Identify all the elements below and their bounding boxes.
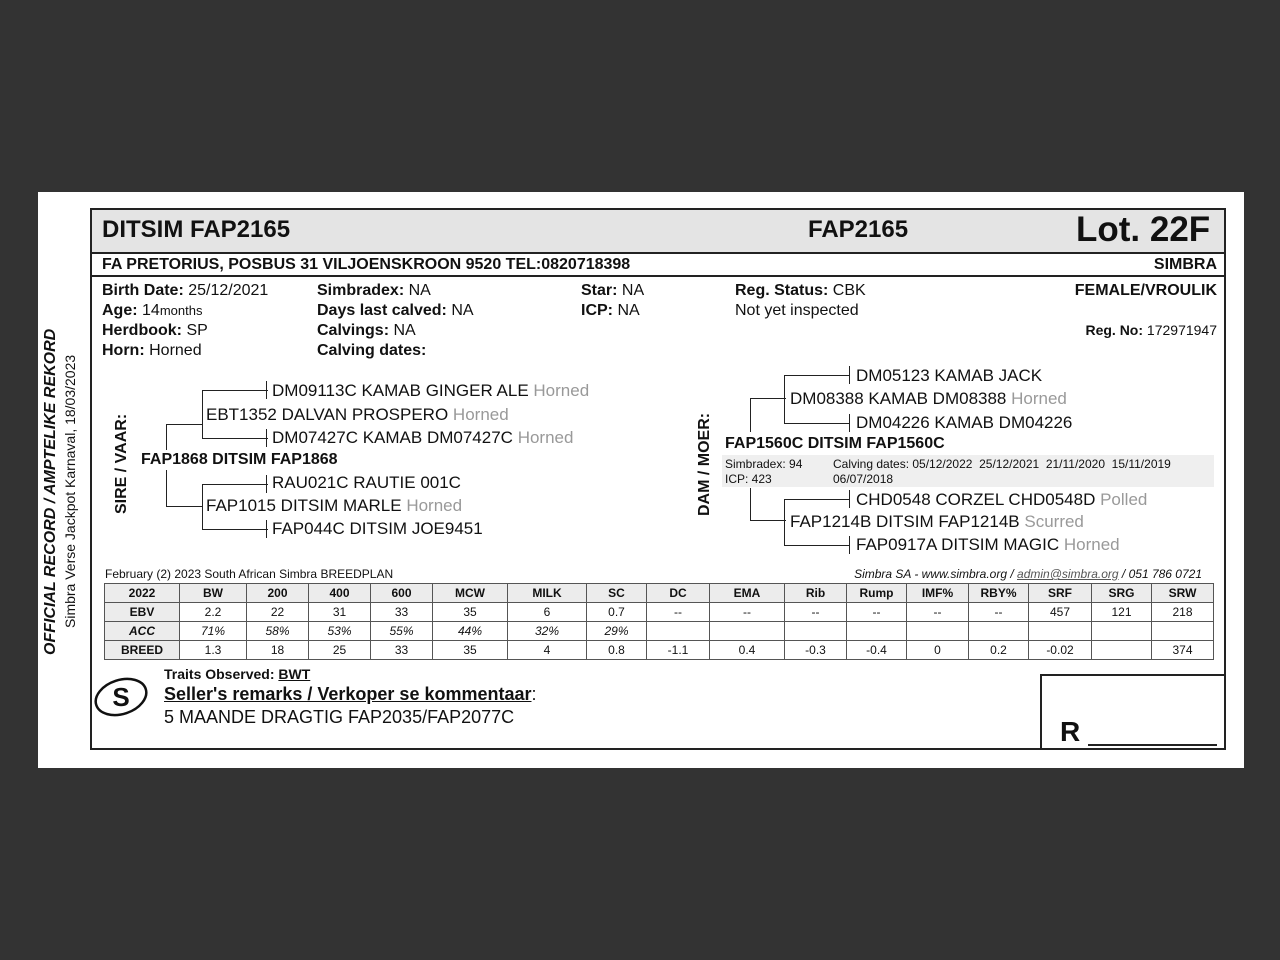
ebv-cell: IMF% bbox=[907, 584, 969, 603]
ebv-cell: 121 bbox=[1092, 603, 1152, 622]
dd-horn: Scurred bbox=[1024, 512, 1084, 531]
ebv-cell: ACC bbox=[105, 622, 180, 641]
ebv-cell: DC bbox=[647, 584, 710, 603]
age-value: 14 bbox=[142, 302, 160, 319]
ebv-cell bbox=[710, 622, 785, 641]
ebv-cell: 1.3 bbox=[180, 641, 247, 660]
breed-label: SIMBRA bbox=[1153, 256, 1217, 273]
ebv-cell: -- bbox=[907, 603, 969, 622]
reg-status-value: CBK bbox=[832, 282, 866, 299]
birth-date-value: 25/12/2021 bbox=[188, 282, 269, 299]
ebv-cell: 31 bbox=[309, 603, 371, 622]
ebv-cell: -- bbox=[710, 603, 785, 622]
reg-status bbox=[735, 282, 866, 300]
ebv-cell: 44% bbox=[433, 622, 508, 641]
ebv-cell: 2.2 bbox=[180, 603, 247, 622]
dam-dam-sire bbox=[856, 490, 1147, 510]
sire-sire-sire bbox=[272, 381, 589, 401]
ebv-cell: 35 bbox=[433, 603, 508, 622]
dd-bracket bbox=[784, 499, 785, 545]
dsd-name: DM04226 KAMAB DM04226 bbox=[856, 413, 1073, 432]
reg-no bbox=[1085, 322, 1217, 338]
ebv-cell bbox=[1152, 622, 1214, 641]
ds-bracket-top bbox=[784, 375, 850, 376]
seller-remarks-text: 5 MAANDE DRAGTIG FAP2035/FAP2077C bbox=[164, 707, 515, 727]
remarks-colon: : bbox=[531, 684, 537, 704]
ebv-cell: SRW bbox=[1152, 584, 1214, 603]
ebv-row-breed bbox=[105, 641, 1214, 660]
ebv-header-row bbox=[105, 584, 1214, 603]
ebv-cell bbox=[1029, 622, 1092, 641]
ebv-cell: -- bbox=[647, 603, 710, 622]
horn-label: Horn: bbox=[102, 342, 145, 359]
icp-label: ICP: bbox=[581, 302, 613, 319]
ebv-cell: -- bbox=[785, 603, 847, 622]
ebv-cell: SRG bbox=[1092, 584, 1152, 603]
sd-bracket-bottom bbox=[202, 529, 268, 530]
simbradex-label: Simbradex: bbox=[317, 282, 405, 299]
ebv-cell: 600 bbox=[371, 584, 433, 603]
owner-address: FA PRETORIUS, POSBUS 31 VILJOENSKROON 9520 TEL:0820718398 bbox=[102, 256, 631, 273]
sds-tick bbox=[266, 475, 267, 493]
dam-connector-top-h bbox=[750, 398, 786, 399]
icp bbox=[581, 302, 640, 320]
simbradex bbox=[317, 282, 431, 300]
ebv-cell: -1.1 bbox=[647, 641, 710, 660]
sale-name-label: Simbra Verse Jackpot Karnaval, 18/03/2023 bbox=[62, 354, 78, 628]
lot-number: Lot. 22F bbox=[1076, 210, 1211, 249]
dam-calving-dates-2: 06/07/2018 bbox=[833, 472, 894, 486]
ebv-cell bbox=[647, 622, 710, 641]
sire-dam-dam bbox=[272, 519, 483, 539]
ebv-cell: 29% bbox=[587, 622, 647, 641]
ebv-cell: -0.02 bbox=[1029, 641, 1092, 660]
ds-horn: Horned bbox=[1011, 389, 1067, 408]
ebv-cell: 0.8 bbox=[587, 641, 647, 660]
dd-name: FAP1214B DITSIM FAP1214B bbox=[790, 512, 1020, 531]
ebv-cell: MCW bbox=[433, 584, 508, 603]
ds-name: DM08388 KAMAB DM08388 bbox=[790, 389, 1007, 408]
ebv-cell bbox=[969, 622, 1029, 641]
sdd-name: FAP044C DITSIM JOE9451 bbox=[272, 519, 483, 538]
ebv-cell: 53% bbox=[309, 622, 371, 641]
ebv-cell bbox=[1092, 641, 1152, 660]
ebv-cell: 374 bbox=[1152, 641, 1214, 660]
ss-bracket bbox=[202, 390, 203, 438]
sire-connector-bottom-h bbox=[166, 506, 202, 507]
ebv-cell: 0.4 bbox=[710, 641, 785, 660]
horn-value: Horned bbox=[149, 342, 202, 359]
traits-label: Traits Observed: bbox=[164, 666, 275, 682]
ebv-cell: BW bbox=[180, 584, 247, 603]
ebv-cell: 4 bbox=[508, 641, 587, 660]
ssd-tick bbox=[266, 429, 267, 447]
ebv-cell: 218 bbox=[1152, 603, 1214, 622]
simbradex-value: NA bbox=[408, 282, 431, 299]
star-value: NA bbox=[621, 282, 645, 299]
sire-dam-sire bbox=[272, 473, 461, 493]
ebv-cell: 22 bbox=[247, 603, 309, 622]
seller-remarks-heading bbox=[164, 684, 537, 705]
dam-calving-dates: Calving dates: 05/12/2022 25/12/2021 21/11/2020 15/11/2019 bbox=[833, 457, 1171, 471]
dss-name: DM05123 KAMAB JACK bbox=[856, 366, 1043, 385]
star bbox=[581, 282, 644, 300]
ebv-cell: -0.3 bbox=[785, 641, 847, 660]
traits-observed bbox=[164, 666, 310, 682]
age bbox=[102, 302, 202, 320]
breedplan-source: February (2) 2023 South African Simbra BREEDPLAN bbox=[105, 567, 394, 581]
herdbook-value: SP bbox=[186, 322, 208, 339]
icp-value: NA bbox=[617, 302, 640, 319]
birth-date bbox=[102, 282, 268, 300]
ebv-cell: 58% bbox=[247, 622, 309, 641]
ebv-cell: 71% bbox=[180, 622, 247, 641]
calvings-label: Calvings: bbox=[317, 322, 390, 339]
ss-bracket-top bbox=[202, 390, 268, 391]
sss-name: DM09113C KAMAB GINGER ALE bbox=[272, 381, 529, 400]
dd-bracket-top bbox=[784, 499, 850, 500]
animal-name: DITSIM FAP2165 bbox=[102, 216, 291, 243]
ebv-cell: 400 bbox=[309, 584, 371, 603]
contact-email-link[interactable]: admin@simbra.org bbox=[1017, 567, 1119, 581]
ebv-cell bbox=[907, 622, 969, 641]
ebv-table bbox=[104, 583, 1214, 660]
ebv-cell: 25 bbox=[309, 641, 371, 660]
ebv-cell: 33 bbox=[371, 641, 433, 660]
ebv-cell bbox=[1092, 622, 1152, 641]
sex-label: FEMALE/VROULIK bbox=[1074, 282, 1217, 299]
contact-suffix: / 051 786 0721 bbox=[1121, 567, 1202, 581]
breedplan-contact bbox=[854, 567, 1202, 581]
dam-connector-bottom bbox=[750, 488, 751, 520]
simbra-logo-icon bbox=[92, 676, 150, 718]
ebv-cell: 200 bbox=[247, 584, 309, 603]
calvings-value: NA bbox=[393, 322, 416, 339]
ebv-cell: 0.7 bbox=[587, 603, 647, 622]
dam-connector-bottom-h bbox=[750, 520, 786, 521]
age-label: Age: bbox=[102, 302, 138, 319]
ebv-cell: 457 bbox=[1029, 603, 1092, 622]
sire-connector-top-h bbox=[166, 424, 202, 425]
inspection-status: Not yet inspected bbox=[735, 302, 859, 319]
herdbook-label: Herdbook: bbox=[102, 322, 182, 339]
ebv-cell: 0.2 bbox=[969, 641, 1029, 660]
dd-bracket-bottom bbox=[784, 545, 850, 546]
ebv-cell: 33 bbox=[371, 603, 433, 622]
sd-bracket-top bbox=[202, 484, 268, 485]
sds-name: RAU021C RAUTIE 001C bbox=[272, 473, 461, 492]
star-label: Star: bbox=[581, 282, 618, 299]
official-record-label: OFFICIAL RECORD / AMPTELIKE REKORD bbox=[42, 328, 59, 655]
sire-sire bbox=[206, 405, 509, 425]
price-underline[interactable] bbox=[1088, 744, 1217, 746]
ebv-cell bbox=[785, 622, 847, 641]
dsd-tick bbox=[849, 414, 850, 432]
ebv-cell: -0.4 bbox=[847, 641, 907, 660]
ds-bracket bbox=[784, 375, 785, 423]
sire-sire-dam bbox=[272, 428, 573, 448]
sd-horn: Horned bbox=[406, 496, 463, 515]
traits-value: BWT bbox=[278, 666, 311, 682]
ebv-cell: 55% bbox=[371, 622, 433, 641]
birth-date-label: Birth Date: bbox=[102, 282, 184, 299]
animal-id: FAP2165 bbox=[808, 216, 909, 243]
sire-connector-top bbox=[166, 424, 167, 450]
sd-bracket bbox=[202, 484, 203, 529]
sire-dam bbox=[206, 496, 462, 516]
dds-tick bbox=[849, 490, 850, 508]
days-last-calved bbox=[317, 302, 474, 320]
dam-icp: ICP: 423 bbox=[725, 472, 772, 486]
ebv-cell: 2022 bbox=[105, 584, 180, 603]
ebv-cell: 6 bbox=[508, 603, 587, 622]
ddd-horn: Horned bbox=[1063, 535, 1120, 554]
dds-name: CHD0548 CORZEL CHD0548D bbox=[856, 490, 1096, 509]
ebv-cell: Rump bbox=[847, 584, 907, 603]
ebv-cell: -- bbox=[969, 603, 1029, 622]
ebv-row-ebv bbox=[105, 603, 1214, 622]
ss-name: EBT1352 DALVAN PROSPERO bbox=[206, 405, 449, 424]
ssd-horn: Horned bbox=[517, 428, 574, 447]
dam-sire-sire bbox=[856, 366, 1042, 386]
sire-connector-bottom bbox=[166, 470, 167, 506]
ebv-cell: Rib bbox=[785, 584, 847, 603]
ssd-name: DM07427C KAMAB DM07427C bbox=[272, 428, 513, 447]
price-label: R bbox=[1060, 716, 1081, 747]
sss-tick bbox=[266, 381, 267, 399]
ebv-cell: EBV bbox=[105, 603, 180, 622]
ebv-cell: BREED bbox=[105, 641, 180, 660]
days-last-calved-label: Days last calved: bbox=[317, 302, 447, 319]
ebv-cell: EMA bbox=[710, 584, 785, 603]
reg-no-value: 172971947 bbox=[1146, 322, 1217, 338]
ebv-row-acc bbox=[105, 622, 1214, 641]
sd-name: FAP1015 DITSIM MARLE bbox=[206, 496, 402, 515]
reg-status-label: Reg. Status: bbox=[735, 282, 829, 299]
reg-no-label: Reg. No: bbox=[1085, 322, 1144, 338]
ebv-cell: 35 bbox=[433, 641, 508, 660]
logo-letter: S bbox=[112, 682, 130, 712]
ebv-cell: 32% bbox=[508, 622, 587, 641]
ebv-cell: SRF bbox=[1029, 584, 1092, 603]
sire-name: FAP1868 DITSIM FAP1868 bbox=[141, 451, 338, 468]
calving-dates-label: Calving dates: bbox=[317, 342, 427, 359]
ebv-cell bbox=[847, 622, 907, 641]
dam-name: FAP1560C DITSIM FAP1560C bbox=[725, 435, 945, 452]
sdd-tick bbox=[266, 520, 267, 538]
dam-sire bbox=[790, 389, 1067, 409]
dss-tick bbox=[849, 366, 850, 384]
ebv-cell: SC bbox=[587, 584, 647, 603]
herdbook bbox=[102, 322, 208, 340]
dam-connector-top bbox=[750, 398, 751, 432]
dam-dam bbox=[790, 512, 1084, 532]
ebv-cell: 0 bbox=[907, 641, 969, 660]
horn-status bbox=[102, 342, 202, 360]
sire-label: SIRE / VAAR: bbox=[113, 413, 130, 514]
ddd-tick bbox=[849, 536, 850, 554]
dam-sire-dam bbox=[856, 413, 1072, 433]
ebv-cell: MILK bbox=[508, 584, 587, 603]
ebv-cell: 18 bbox=[247, 641, 309, 660]
ddd-name: FAP0917A DITSIM MAGIC bbox=[856, 535, 1060, 554]
ss-bracket-bottom bbox=[202, 438, 268, 439]
contact-prefix: Simbra SA - www.simbra.org / bbox=[854, 567, 1014, 581]
sss-horn: Horned bbox=[533, 381, 590, 400]
age-unit: months bbox=[159, 303, 203, 318]
calvings bbox=[317, 322, 416, 340]
ebv-cell: -- bbox=[847, 603, 907, 622]
dam-simbradex: Simbradex: 94 bbox=[725, 457, 803, 471]
remarks-label: Seller's remarks / Verkoper se kommentaar bbox=[164, 684, 532, 704]
dds-horn: Polled bbox=[1100, 490, 1148, 509]
dam-dam-dam bbox=[856, 535, 1120, 555]
days-last-calved-value: NA bbox=[451, 302, 474, 319]
ss-horn: Horned bbox=[452, 405, 509, 424]
dam-label: DAM / MOER: bbox=[696, 412, 713, 516]
ds-bracket-bottom bbox=[784, 423, 850, 424]
ebv-cell: RBY% bbox=[969, 584, 1029, 603]
